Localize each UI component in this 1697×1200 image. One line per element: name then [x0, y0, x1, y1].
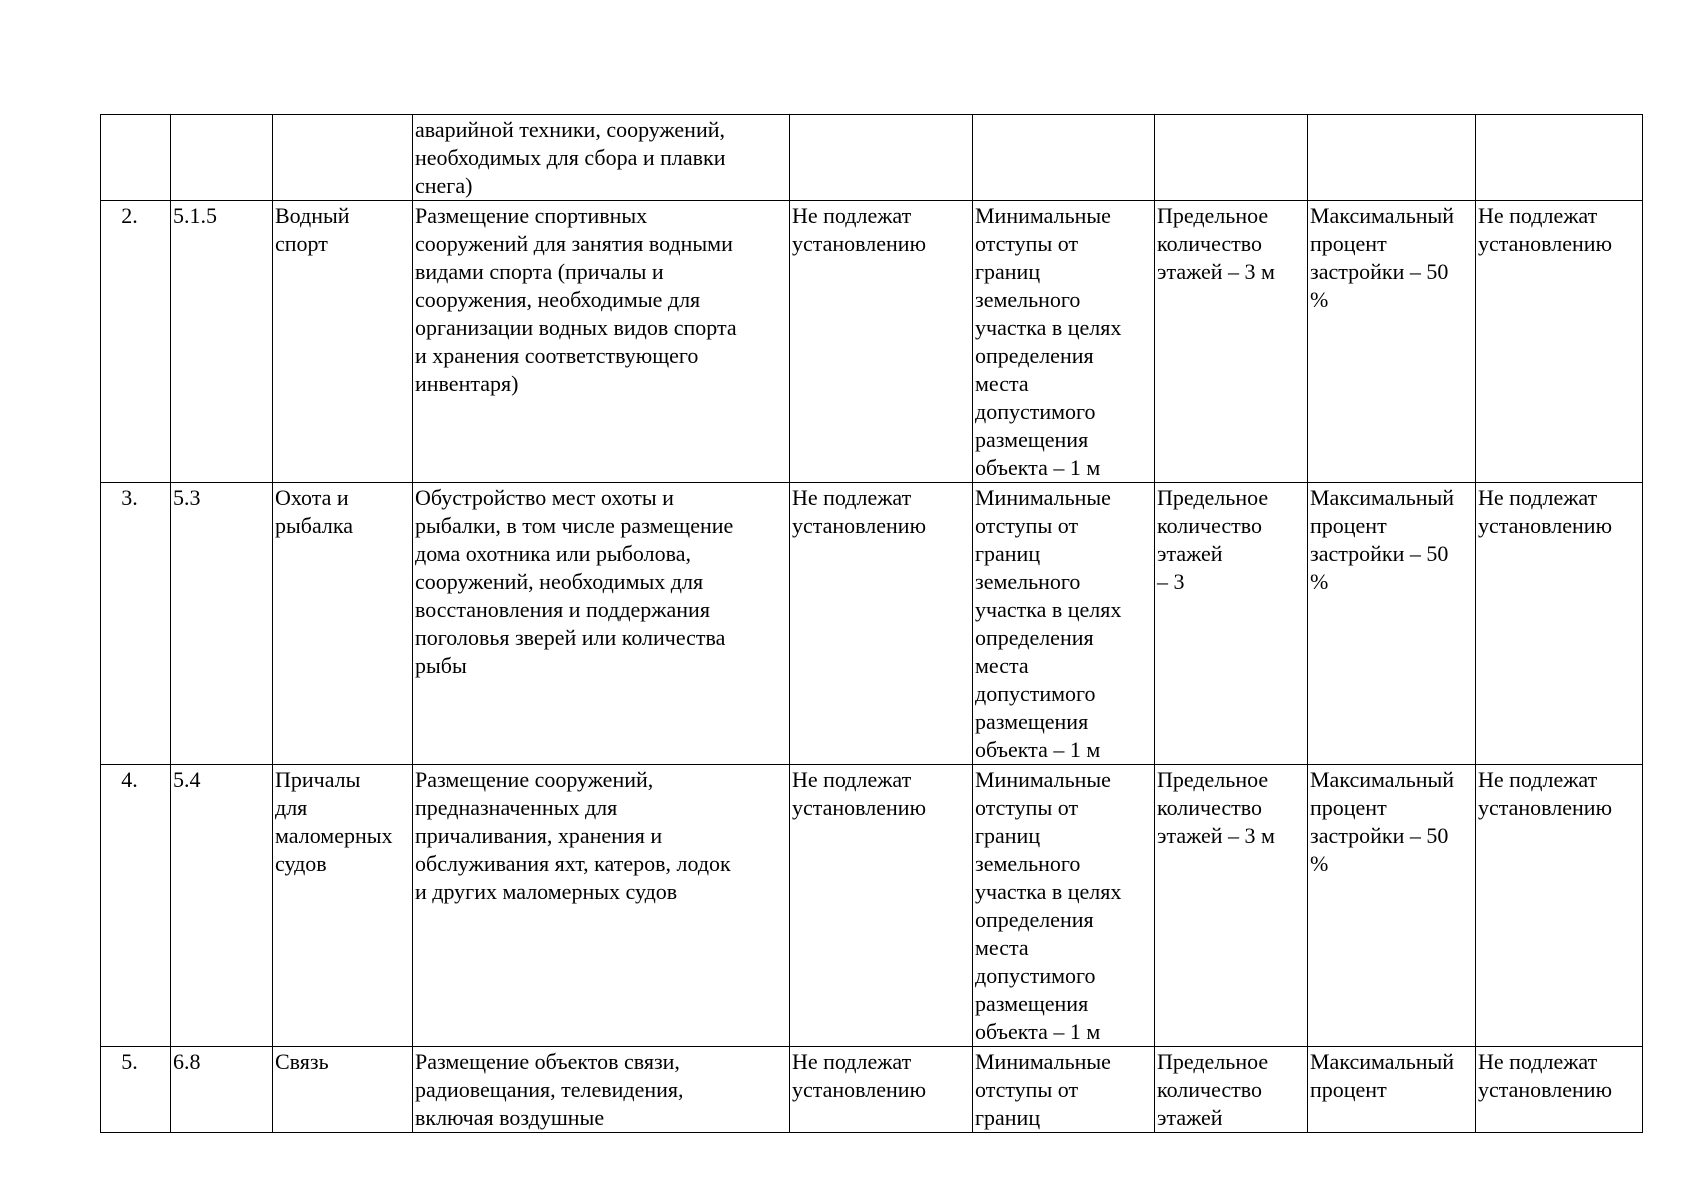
- description-cell: Размещение сооружений, предназначенных для причаливания, хранения и обслуживания яхт, катеров, лодок и других маломерных судов: [413, 765, 790, 1047]
- floors-cell: [1155, 115, 1308, 201]
- floors-cell: Предельное количество этажей – 3: [1155, 483, 1308, 765]
- table-row: [101, 483, 1643, 765]
- other-cell: Не подлежат установлению: [1476, 765, 1643, 1047]
- row-number: 5.: [101, 1047, 171, 1133]
- land-use-table: [100, 114, 1643, 1133]
- size-cell: Не подлежат установлению: [790, 1047, 973, 1133]
- code-cell: [171, 115, 273, 201]
- name-cell: Охота и рыбалка: [273, 483, 413, 765]
- coverage-cell: Максимальный процент: [1308, 1047, 1476, 1133]
- code-cell: 5.4: [171, 765, 273, 1047]
- coverage-cell: [1308, 115, 1476, 201]
- description-cell: Размещение объектов связи, радиовещания, телевидения, включая воздушные: [413, 1047, 790, 1133]
- size-cell: [790, 115, 973, 201]
- table-row: [101, 115, 1643, 201]
- floors-cell: Предельное количество этажей – 3 м: [1155, 765, 1308, 1047]
- coverage-cell: Максимальный процент застройки – 50 %: [1308, 483, 1476, 765]
- setbacks-cell: Минимальные отступы от границ земельного участка в целях определения места допустимого размещения объекта – 1 м: [973, 765, 1155, 1047]
- description-cell: аварийной техники, сооружений, необходимых для сбора и плавки снега): [413, 115, 790, 201]
- row-number: 3.: [101, 483, 171, 765]
- table-row: [101, 1047, 1643, 1133]
- size-cell: Не подлежат установлению: [790, 201, 973, 483]
- code-cell: 6.8: [171, 1047, 273, 1133]
- description-cell: Обустройство мест охоты и рыбалки, в том числе размещение дома охотника или рыболова, сооружений, необходимых для восстановления и поддержания поголовья зверей или количества рыбы: [413, 483, 790, 765]
- size-cell: Не подлежат установлению: [790, 765, 973, 1047]
- other-cell: Не подлежат установлению: [1476, 483, 1643, 765]
- code-cell: 5.3: [171, 483, 273, 765]
- name-cell: [273, 115, 413, 201]
- size-cell: Не подлежат установлению: [790, 483, 973, 765]
- setbacks-cell: Минимальные отступы от границ земельного участка в целях определения места допустимого размещения объекта – 1 м: [973, 483, 1155, 765]
- coverage-cell: Максимальный процент застройки – 50 %: [1308, 201, 1476, 483]
- code-cell: 5.1.5: [171, 201, 273, 483]
- coverage-cell: Максимальный процент застройки – 50 %: [1308, 765, 1476, 1047]
- name-cell: Связь: [273, 1047, 413, 1133]
- setbacks-cell: Минимальные отступы от границ: [973, 1047, 1155, 1133]
- row-number: 4.: [101, 765, 171, 1047]
- row-number: 2.: [101, 201, 171, 483]
- name-cell: Водный спорт: [273, 201, 413, 483]
- other-cell: [1476, 115, 1643, 201]
- table-row: [101, 765, 1643, 1047]
- table-row: [101, 201, 1643, 483]
- other-cell: Не подлежат установлению: [1476, 201, 1643, 483]
- other-cell: Не подлежат установлению: [1476, 1047, 1643, 1133]
- setbacks-cell: [973, 115, 1155, 201]
- row-number: [101, 115, 171, 201]
- setbacks-cell: Минимальные отступы от границ земельного участка в целях определения места допустимого размещения объекта – 1 м: [973, 201, 1155, 483]
- name-cell: Причалы для маломерных судов: [273, 765, 413, 1047]
- floors-cell: Предельное количество этажей: [1155, 1047, 1308, 1133]
- description-cell: Размещение спортивных сооружений для занятия водными видами спорта (причалы и сооружения, необходимые для организации водных видов спорта и хранения соответствующего инвентаря): [413, 201, 790, 483]
- floors-cell: Предельное количество этажей – 3 м: [1155, 201, 1308, 483]
